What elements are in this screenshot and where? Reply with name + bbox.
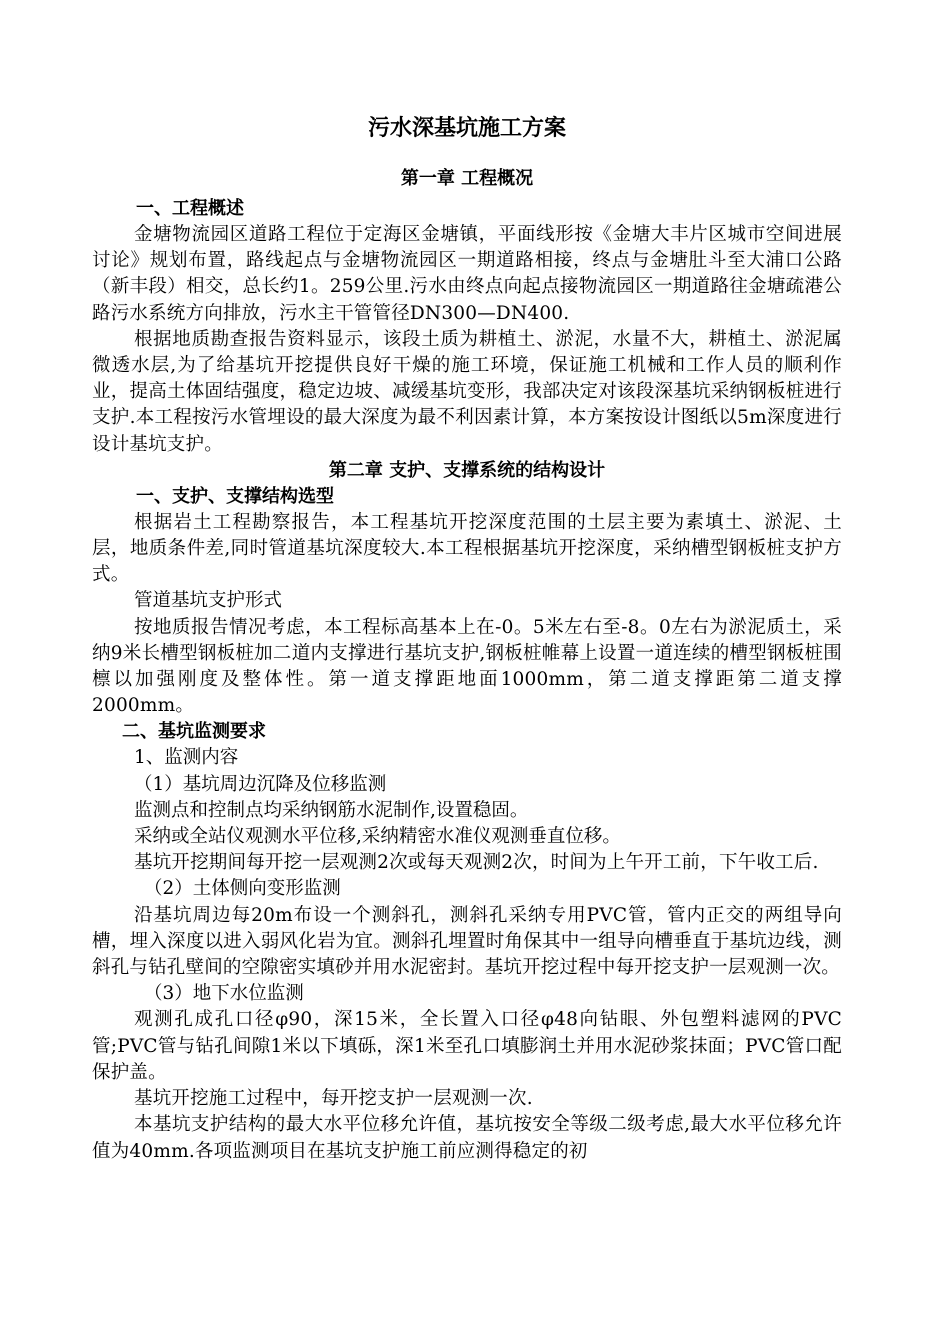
chapter-1-heading: 第一章 工程概况 (400, 168, 534, 189)
chapter-2-section-2-heading: 二、基坑监测要求 (122, 721, 266, 743)
groundwater-monitoring-heading: （3）地下水位监测 (144, 983, 304, 1005)
pipe-pit-support-subheading: 管道基坑支护形式 (134, 590, 283, 612)
chapter-2-section-1-heading: 一、支护、支撑结构选型 (136, 485, 334, 507)
lateral-deformation-heading: （2）土体侧向变形监测 (144, 878, 341, 900)
observation-well-paragraph: 观测孔成孔口径φ90，深15米，全长置入口径φ48向钻眼、外包塑料滤网的PVC管;PVC管与钻孔间隙1米以下填砾，深1米至孔口填膨润土并用水泥砂浆抹面；PVC管口配保护盖。 (92, 1009, 842, 1083)
support-selection-paragraph: 根据岩土工程勘察报告，本工程基坑开挖深度范围的土层主要为素填土、淤泥、土层，地质条件差,同时管道基坑深度较大.本工程根据基坑开挖深度，采纳槽型钢板桩支护方式。 (92, 511, 842, 586)
displacement-limit-paragraph: 本基坑支护结构的最大水平位移允许值，基坑按安全等级二级考虑,最大水平位移允许值为40mm.各项监测项目在基坑支护施工前应测得稳定的初 (92, 1114, 842, 1162)
document-title: 污水深基坑施工方案 (367, 115, 566, 141)
project-overview-paragraph: 金塘物流园区道路工程位于定海区金塘镇，平面线形按《金塘大丰片区城市空间进展讨论》规划布置，路线起点与金塘物流园区一期道路相接，终点与金塘肚斗至大浦口公路（新丰段）相交，总长约1。259公里.污水由终点向起点接物流园区一期道路往金塘疏港公路污水系统方向排放，污水主干管管径DN300—DN400. (92, 224, 842, 324)
geology-paragraph: 根据地质勘查报告资料显示，该段土质为耕植土、淤泥，水量不大，耕植土、淤泥属微透水层,为了给基坑开挖提供良好干燥的施工环境，保证施工机械和工作人员的顺利作业，提高土体固结强度，稳定边坡、减缓基坑变形，我部决定对该段深基坑采纳钢板桩进行支护.本工程按污水管埋设的最大深度为最不利因素计算，本方案按设计图纸以5m深度进行设计基坑支护。 (92, 328, 842, 455)
observation-frequency-paragraph: 基坑开挖期间每开挖一层观测2次或每天观测2次，时间为上午开工前，下午收工后. (134, 852, 819, 874)
support-form-paragraph: 按地质报告情况考虑，本工程标高基本上在-0。5米左右至-8。0左右为淤泥质土，采纳9米长槽型钢板桩加二道内支撑进行基坑支护,钢板桩帷幕上设置一道连续的槽型钢板桩围檩以加强刚度及整体性。第一道支撑距地面1000mm，第二道支撑距第二道支撑2000mm。 (92, 616, 842, 717)
inclinometer-paragraph: 沿基坑周边每20m布设一个测斜孔，测斜孔采纳专用PVC管，管内正交的两组导向槽，埋入深度以进入弱风化岩为宜。测斜孔埋置时角保其中一组导向槽垂直于基坑边线，测斜孔与钻孔壁间的空隙密实填砂并用水泥密封。基坑开挖过程中每开挖支护一层观测一次。 (92, 904, 842, 979)
chapter-2-heading: 第二章 支护、支撑系统的结构设计 (328, 459, 606, 481)
monitoring-content-heading: 1、监测内容 (134, 747, 239, 769)
settlement-monitoring-heading: （1）基坑周边沉降及位移监测 (134, 773, 387, 795)
instrument-line: 采纳或全站仪观测水平位移,采纳精密水准仪观测垂直位移。 (134, 826, 621, 848)
monitoring-points-line: 监测点和控制点均采纳钢筋水泥制作,设置稳固。 (134, 799, 529, 821)
chapter-1-section-1-heading: 一、工程概述 (136, 198, 244, 219)
document-body (92, 112, 842, 1165)
groundwater-frequency-paragraph: 基坑开挖施工过程中，每开挖支护一层观测一次. (134, 1088, 533, 1110)
